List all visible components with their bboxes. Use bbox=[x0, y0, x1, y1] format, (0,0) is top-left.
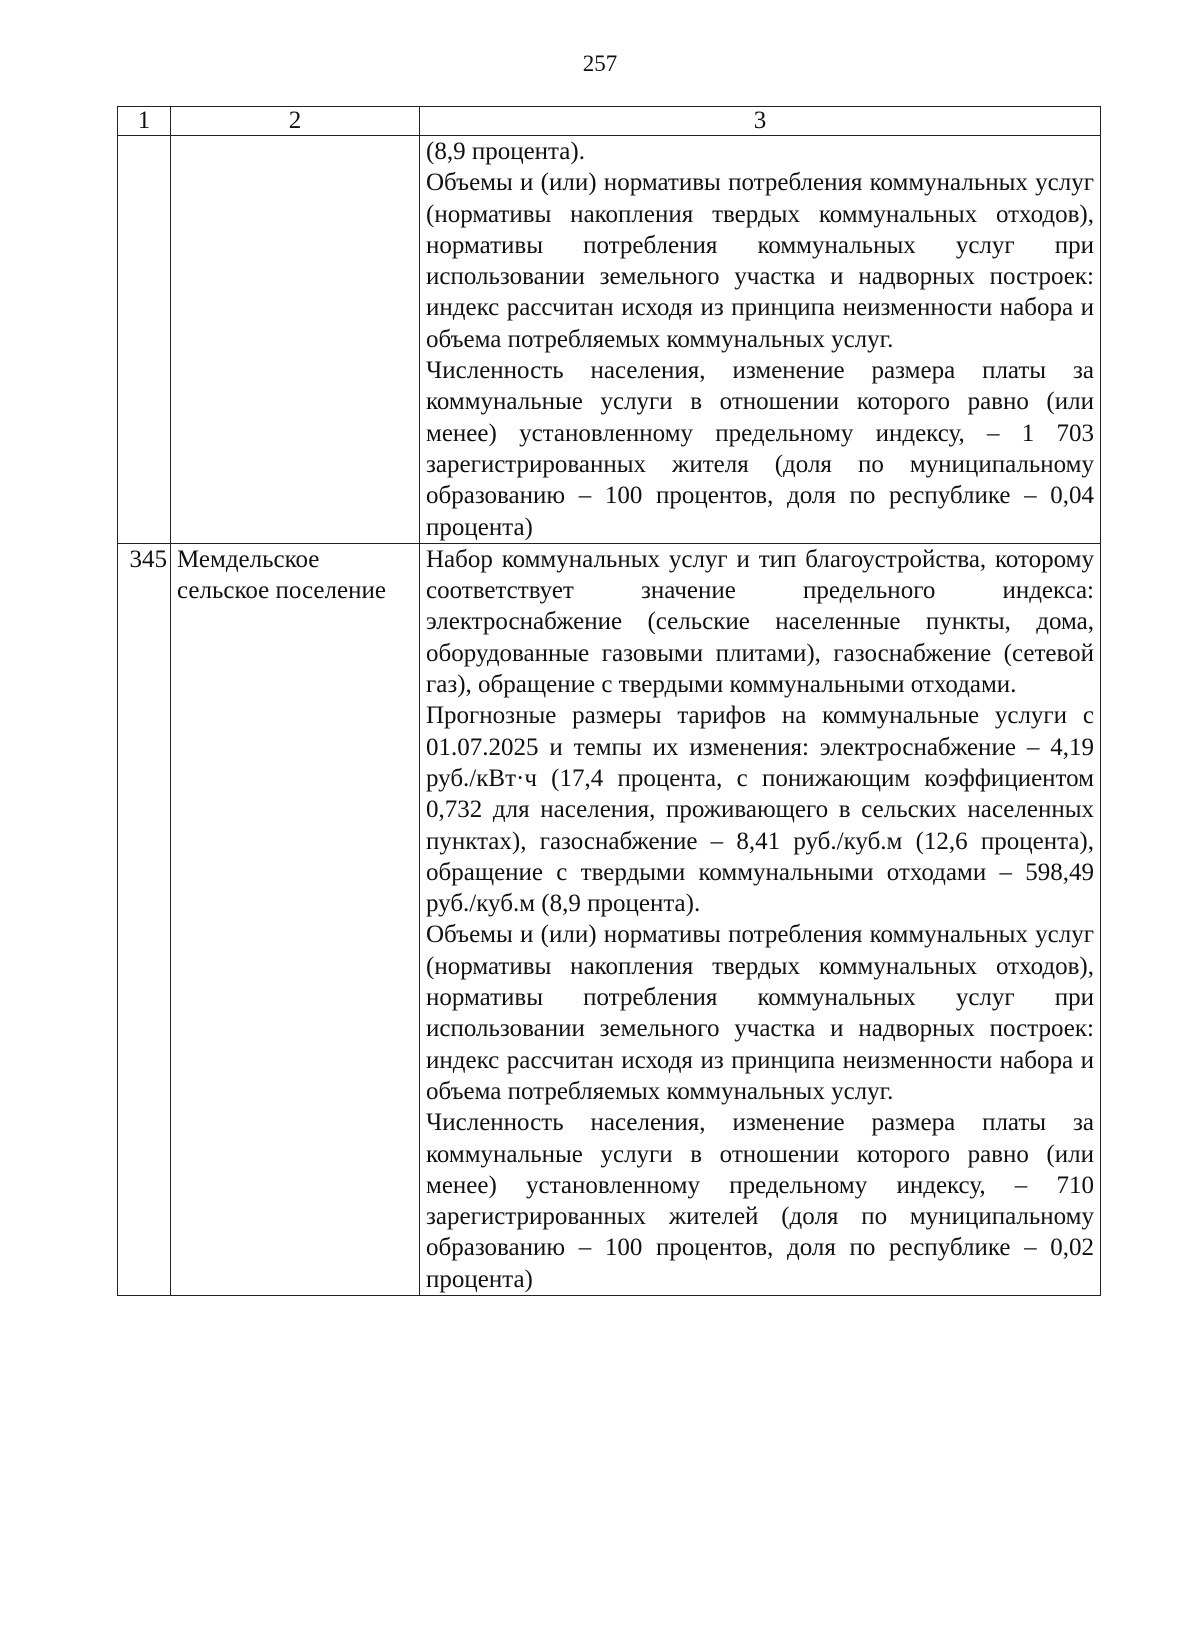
description-paragraph: Численность населения, изменение размера платы за коммунальные услуги в отношении которого равно (или менее) установленному предельному индексу, – 1 703 зарегистрированных жителя (доля по муниципальному образованию – 100 процентов, доля по республике – 0,04 процента) bbox=[426, 357, 1094, 541]
table-header-row bbox=[118, 107, 1101, 136]
description-paragraph: Набор коммунальных услуг и тип благоустройства, которому соответствует значение предельного индекса: электроснабжение (сельские населенные пункты, дома, оборудованные газовыми плитами), газоснабжение (сетевой газ), обращение с твердыми коммунальными отходами. bbox=[426, 545, 1094, 699]
row-number-cell bbox=[118, 136, 171, 544]
tariff-table bbox=[117, 106, 1101, 1296]
description-paragraph: Численность населения, изменение размера платы за коммунальные услуги в отношении которого равно (или менее) установленному предельному индексу, – 710 зарегистрированных жителей (доля по муниципальному образованию – 100 процентов, доля по республике – 0,02 процента) bbox=[426, 1109, 1094, 1293]
table-row bbox=[118, 543, 1101, 1295]
column-header-description: 3 bbox=[420, 107, 1101, 136]
table-row bbox=[118, 136, 1101, 544]
description-cell bbox=[420, 136, 1101, 544]
description-cell bbox=[420, 543, 1101, 1295]
page-number: 257 bbox=[582, 51, 618, 76]
row-number-cell: 345 bbox=[118, 543, 171, 1295]
column-header-settlement: 2 bbox=[171, 107, 420, 136]
description-paragraph: Объемы и (или) нормативы потребления коммунальных услуг (нормативы накопления твердых коммунальных отходов), нормативы потребления коммунальных услуг при использовании земельного участка и надворных построек: индекс рассчитан исходя из принципа неизменности набора и объема потребляемых коммунальных услуг. bbox=[426, 921, 1094, 1105]
settlement-name-cell bbox=[171, 136, 420, 544]
description-paragraph: Объемы и (или) нормативы потребления коммунальных услуг (нормативы накопления твердых коммунальных отходов), нормативы потребления коммунальных услуг при использовании земельного участка и надворных построек: индекс рассчитан исходя из принципа неизменности набора и объема потребляемых коммунальных услуг. bbox=[426, 169, 1094, 353]
description-paragraph: (8,9 процента). bbox=[426, 138, 585, 165]
description-paragraph: Прогнозные размеры тарифов на коммунальные услуги с 01.07.2025 и темпы их изменения: электроснабжение – 4,19 руб./кВт·ч (17,4 процента, с понижающим коэффициентом 0,732 для населения, проживающего в сельских населенных пунктах), газоснабжение – 8,41 руб./куб.м (12,6 процента), обращение с твердыми коммунальными отходами – 598,49 руб./куб.м (8,9 процента). bbox=[426, 702, 1094, 918]
column-header-number: 1 bbox=[118, 107, 171, 136]
settlement-name-cell: Мемдельское сельское поселение bbox=[171, 543, 420, 1295]
